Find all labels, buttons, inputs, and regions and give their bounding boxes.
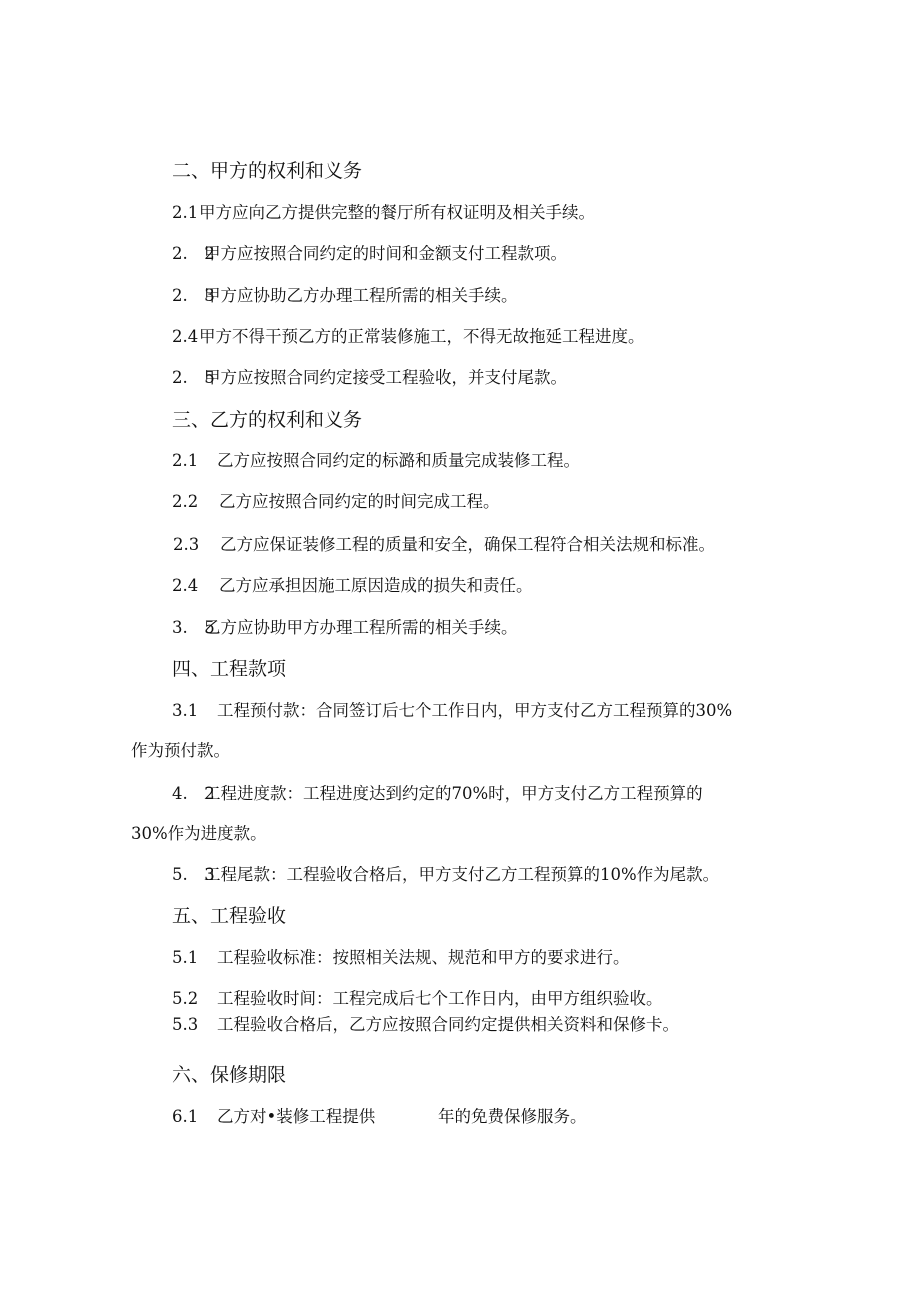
clause-number: 2.4 — [172, 576, 199, 595]
section-heading-2: 二、甲方的权利和义务 — [172, 160, 363, 182]
clause-text: 甲方不得干预乙方的正常装修施工，不得无故拖延工程进度。 — [199, 327, 645, 346]
clause-text: 工程进度款：工程进度达到约定的70%时，甲方支付乙方工程预算的 — [204, 784, 703, 803]
clause-number: 2.2 — [172, 492, 199, 511]
clause-item — [172, 453, 792, 473]
section-heading-6: 六、保修期限 — [172, 1064, 287, 1086]
clause-number: 2.3 — [173, 535, 200, 554]
clause-text: 甲方应按照合同约定的时间和金额支付工程款项。 — [204, 244, 567, 263]
clause-number: 5.2 — [172, 989, 199, 1008]
clause-item — [172, 370, 792, 390]
clause-item — [172, 991, 792, 1011]
clause-item — [172, 288, 792, 308]
clause-number: 3.1 — [172, 701, 199, 720]
clause-number: 2. 2 — [172, 244, 215, 263]
clause-continuation: 作为预付款。 — [131, 741, 230, 760]
clause-text: 乙方对•装修工程提供 — [217, 1107, 376, 1126]
clause-number: 5.1 — [172, 948, 199, 967]
clause-number: 2. 5 — [172, 368, 215, 387]
clause-item — [172, 205, 792, 225]
clause-number: 6.1 — [172, 1107, 199, 1126]
clause-text: 乙方应承担因施工原因造成的损失和责任。 — [219, 576, 533, 595]
clause-item — [172, 950, 792, 970]
clause-number: 2. 3 — [172, 286, 215, 305]
clause-item — [172, 246, 792, 266]
clause-item — [172, 867, 792, 887]
clause-number: 5. 3 — [172, 865, 215, 884]
clause-text: 年的免费保修服务。 — [438, 1107, 587, 1126]
clause-text: 工程预付款：合同签订后七个工作日内，甲方支付乙方工程预算的30% — [217, 701, 733, 720]
clause-text: 甲方应协助乙方办理工程所需的相关手续。 — [204, 286, 518, 305]
clause-number: 4. 2 — [172, 784, 215, 803]
clause-item — [172, 620, 792, 640]
clause-item — [172, 1109, 792, 1129]
clause-text: 乙方应保证装修工程的质量和安全，确保工程符合相关法规和标准。 — [220, 535, 715, 554]
clause-item — [172, 494, 792, 514]
clause-item — [172, 329, 792, 349]
clause-number: 2.4 — [172, 327, 199, 346]
clause-continuation: 30%作为进度款。 — [131, 824, 267, 843]
clause-number: 2.1 — [172, 203, 199, 222]
clause-item — [172, 786, 792, 806]
clause-item — [172, 537, 792, 557]
section-heading-4: 四、工程款项 — [172, 658, 287, 680]
clause-text: 乙方应按照合同约定的标潞和质量完成装修工程。 — [217, 451, 580, 470]
section-heading-5: 五、工程验收 — [172, 905, 287, 927]
clause-text: 工程尾款：工程验收合格后，甲方支付乙方工程预算的10%作为尾款。 — [204, 865, 720, 884]
clause-text: 乙方应按照合同约定的时间完成工程。 — [219, 492, 500, 511]
clause-number: 3. 5 — [172, 618, 215, 637]
clause-text: 工程验收合格后，乙方应按照合同约定提供相关资料和保修卡。 — [217, 1015, 679, 1034]
clause-item — [172, 578, 792, 598]
clause-text: 工程验收时间：工程完成后七个工作日内，由甲方组织验收。 — [217, 989, 663, 1008]
clause-number: 2.1 — [172, 451, 199, 470]
clause-text: 工程验收标准：按照相关法规、规范和甲方的要求进行。 — [217, 948, 630, 967]
clause-item — [172, 1017, 792, 1037]
clause-text: 甲方应向乙方提供完整的餐厅所有权证明及相关手续。 — [199, 203, 595, 222]
clause-item — [172, 703, 792, 723]
clause-text: 甲方应按照合同约定接受工程验收，并支付尾款。 — [204, 368, 567, 387]
clause-number: 5.3 — [172, 1015, 199, 1034]
section-heading-3: 三、乙方的权利和义务 — [172, 409, 363, 431]
clause-text: 乙方应协助甲方办理工程所需的相关手续。 — [204, 618, 518, 637]
